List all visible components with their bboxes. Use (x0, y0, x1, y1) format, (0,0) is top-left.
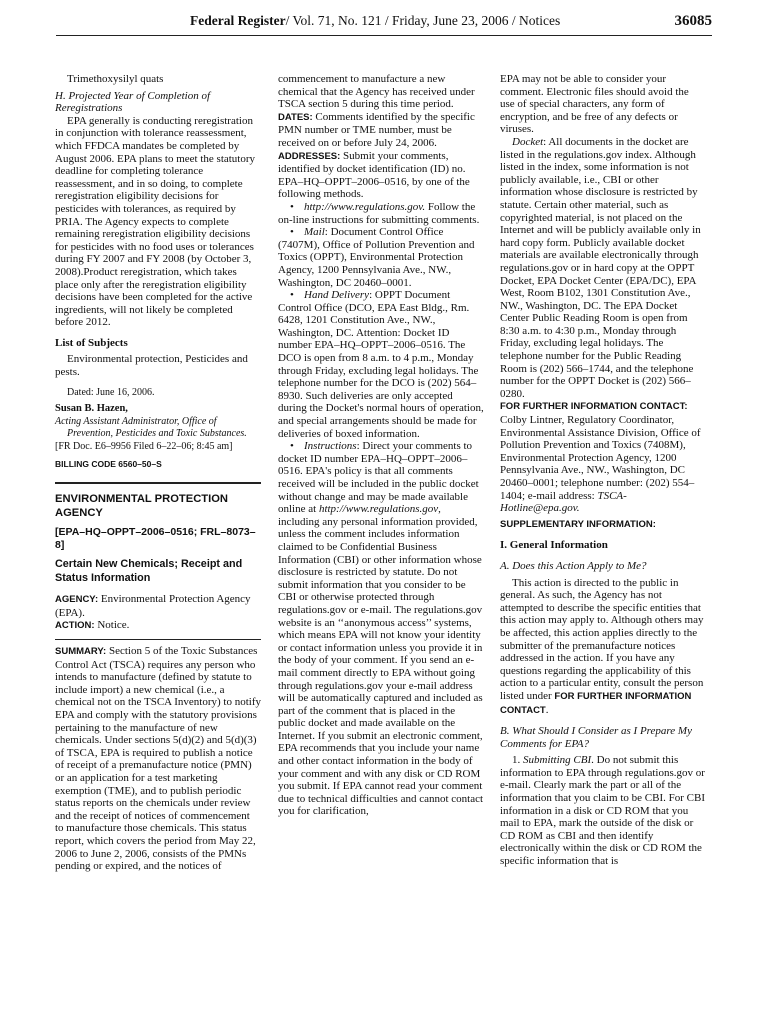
hand-delivery-text: : OPPT Document Control Office (DCO, EPA East Bldg., Rm. 6428, 1201 Constitution Ave., NW., Washington, DC. Attention: Docket ID number EPA–HQ–OPPT–2006–0516. The DCO is open from 8 a.m. to 4 p.m., Monday through Friday, excluding legal holidays. The telephone number for the DCO is (202) 564–8930. Such deliveries are only accepted during the Docket's normal hours of operation, and special arrangements should be made for deliveries of boxed information. (278, 289, 484, 440)
bullet-online (278, 201, 484, 226)
bullet-hand-delivery (278, 289, 484, 440)
bullet-icon: • (290, 289, 294, 302)
contact-label: FOR FURTHER INFORMATION CONTACT: (500, 401, 688, 413)
addresses-text: Submit your comments, identified by docket identification (ID) no. EPA–HQ–OPPT–2006–0516, by one of the following methods. (278, 149, 470, 201)
fr-doc-line: [FR Doc. E6–9956 Filed 6–22–06; 8:45 am] (55, 441, 233, 453)
section-b-paragraph (500, 754, 706, 867)
signer-title: Acting Assistant Administrator, Office of Prevention, Pesticides and Toxic Substances. (55, 415, 247, 440)
journal-name: Federal Register (190, 13, 286, 28)
section-b-text: . Do not submit this information to EPA through regulations.gov or e-mail. Clearly mark the part or all of the information that you claim to be CBI. For CBI information in a disk or CD ROM that you mail to EPA, mark the outside of the disk or CD ROM as CBI and then identify electronically within the disk or CD ROM the specific information that is (500, 754, 706, 868)
action-label: ACTION: (55, 620, 95, 632)
agency-label: AGENCY: (55, 594, 99, 606)
contact-text: Colby Lintner, Regulatory Coordinator, Environmental Assistance Division, Office of Pollution Prevention and Toxics (7408M), Environmental Protection Agency, 1200 Pennsylvania Ave., NW., Washington, DC 20460–0001; telephone number: (202) 554–1404; e-mail address: (500, 414, 701, 502)
bullet-icon: • (290, 226, 294, 239)
billing-code: BILLING CODE 6560–50–S (55, 458, 162, 469)
summary-paragraph (55, 645, 261, 873)
dates-text: Comments identified by the specific PMN number or TME number, must be received on or before July 24, 2006. (278, 110, 475, 149)
agency-heading: ENVIRONMENTAL PROTECTION AGENCY (55, 493, 228, 519)
action-line (55, 619, 261, 633)
page-header (56, 13, 712, 36)
agency-line (55, 593, 261, 619)
action-value: Notice. (97, 619, 130, 632)
section-a-end: . (545, 703, 549, 716)
column-1 (55, 73, 261, 873)
hand-delivery-label: Hand Delivery (304, 289, 370, 302)
dates-paragraph (278, 111, 484, 150)
bullet-instructions (278, 440, 484, 818)
submitting-cbi-label: Submitting CBI (523, 754, 592, 767)
signer-name: Susan B. Hazen, (55, 403, 128, 415)
section-b-number: 1. (512, 754, 521, 767)
docket-heading: [EPA–HQ–OPPT–2006–0516; FRL–8073–8] (55, 526, 256, 552)
bullet-online-text: Follow the on-line instructions for submitting comments. (278, 200, 480, 226)
supplementary-label: SUPPLEMENTARY INFORMATION: (500, 518, 656, 530)
bullet-mail (278, 226, 484, 289)
dates-label: DATES: (278, 111, 313, 123)
section-1-heading: I. General Information (500, 539, 608, 552)
bullet-icon: • (290, 440, 294, 453)
docket-label: Docket (512, 135, 544, 148)
docket-text: : All documents in the docket are listed in the regulations.gov index. Although listed in the index, some information is not publicly available, i.e., CBI or other information whose disclosure is restricted by statute. Certain other material, such as copyrighted material, is not placed on the Internet and will be publicly available only in hard copy form. Publicly available docket materials are available electronically through regulations.gov or in hard copy at the OPPT Docket, EPA Docket Center (EPA/DC), EPA West, Room B102, 1301 Constitution Ave., NW., Washington, DC. The EPA Docket Center Public Reading Room is open from 8:30 a.m. to 4:30 p.m., Monday through Friday, excluding legal holidays. The telephone number for the Public Reading Room is (202) 566–1744, and the telephone number for the OPPT Docket is (202) 566–0280. (500, 135, 701, 400)
instructions-text-continued: , including any personal information provided, unless the comment includes information claimed to be Confidential Business Information (CBI) or other information whose disclosure is restricted by statute. Do not submit information that you consider to be CBI or otherwise protected through regulations.gov or e-mail. The regulations.gov website is an ‘‘anonymous access’’ systems, which means EPA will not know your identity or contact information unless you provide it in the body of your comment. If you send an e-mail comment directly to EPA without going through regulations.gov your e-mail address will be automatically captured and included as part of the comment that is placed in the public docket and made available on the Internet. If you submit an electronic comment, EPA recommends that you include your name and other contact information in the body of your comment and with any disk or CD ROM you submit. If EPA cannot read your comment due to technical difficulties and cannot contact you for clarification, (278, 503, 484, 818)
issue-details: / Vol. 71, No. 121 / Friday, June 23, 2006 / Notices (285, 13, 561, 28)
instructions-text: : Direct your comments to docket ID number EPA–HQ–OPPT–2006–0516. EPA's policy is that all comments received will be included in the public docket without change and may be made available online at (278, 440, 479, 516)
chemical-list-item: Trimethoxysilyl quats (67, 73, 164, 85)
addresses-paragraph (278, 150, 484, 201)
regulations-gov-link-2[interactable]: http://www.regulations.gov (318, 503, 439, 516)
header-citation (190, 13, 560, 29)
instructions-label: Instructions (304, 440, 357, 453)
summary-continued: commencement to manufacture a new chemical that the Agency has received under TSCA section 5 during this time period. (278, 73, 475, 111)
section-h-heading: H. Projected Year of Completion of Reregistrations (55, 89, 211, 115)
summary-separator (55, 639, 261, 640)
section-a-paragraph (500, 577, 706, 718)
reregistration-paragraph: EPA generally is conducting reregistration in conjunction with tolerance reassessment, which FFDCA mandates be completed by August 2006. EPA plans to meet the statutory deadline for completing tolerance reassessment, and in so doing, to complete reregistration eligibility decisions for pesticides with tolerances, as required by PRIA. The Agency expects to complete remaining reregistration eligibility decisions for pesticides with no food uses or tolerances during FY 2007 and FY 2008 (by October 3, 2008).Product reregistration, which takes place only after the reregistration eligibility decisions have been completed for the active ingredients, will not likely be completed before 2012. (55, 114, 256, 329)
summary-label: SUMMARY: (55, 646, 107, 657)
subjects-text: Environmental protection, Pesticides and pests. (55, 353, 248, 379)
list-of-subjects-heading: List of Subjects (55, 336, 128, 349)
addresses-label: ADDRESSES: (278, 150, 341, 162)
docket-paragraph (500, 136, 706, 400)
contact-email-link[interactable]: TSCA-Hotline@epa.gov. (500, 489, 627, 515)
contact-reference: FOR FURTHER INFORMATION CONTACT (500, 690, 692, 716)
summary-text: Section 5 of the Toxic Substances Control Act (TSCA) requires any person who intends to manufacture (defined by statute to include import) a new chemical (i.e., a chemical not on the TSCA Inventory) to notify EPA and comply with the statutory provisions pertaining to the manufacture of new chemicals. Under sections 5(d)(2) and 5(d)(3) of TSCA, EPA is required to publish a notice of receipt of a premanufacture notice (PMN) or an application for a test marketing exemption (TME), and to publish periodic status reports on the chemicals under review and the receipt of notices of commencement to manufacture those chemicals. This status report, which covers the period from May 22, 2006 to June 2, 2006, consists of the PMNs pending or expired, and the notices of (55, 645, 262, 873)
mail-label: Mail (304, 226, 325, 239)
document-separator (55, 482, 261, 484)
bullet-icon: • (290, 200, 294, 213)
section-b-heading: B. What Should I Consider as I Prepare My Comments for EPA? (500, 725, 692, 750)
agency-value: Environmental Protection Agency (EPA). (55, 593, 251, 619)
column-2 (278, 73, 484, 818)
notice-title: Certain New Chemicals; Receipt and Status Information (55, 558, 243, 584)
section-a-heading: A. Does this Action Apply to Me? (500, 559, 647, 572)
column-3 (500, 73, 706, 868)
section-a-text: This action is directed to the public in general. As such, the Agency has not attempted to describe the specific entities that this action may apply to. Although others may be affected, this action applies directly to the submitter of the premanufacture notices addressed in the action. If you have any questions regarding the applicability of this action to a particular entity, consult the person listed under (500, 576, 704, 702)
contact-paragraph (500, 400, 706, 514)
mail-text: : Document Control Office (7407M), Office of Pollution Prevention and Toxics (OPPT), Environmental Protection Agency, 1200 Pennsylvania Ave., NW., Washington, DC 20460–0001. (278, 226, 475, 289)
page-number: 36085 (674, 13, 712, 29)
instructions-continued: EPA may not be able to consider your comment. Electronic files should avoid the use of special characters, any form of encryption, and be free of any defects or viruses. (500, 73, 689, 136)
regulations-gov-link[interactable]: http://www.regulations.gov. (304, 200, 426, 213)
dated-line: Dated: June 16, 2006. (67, 386, 155, 398)
